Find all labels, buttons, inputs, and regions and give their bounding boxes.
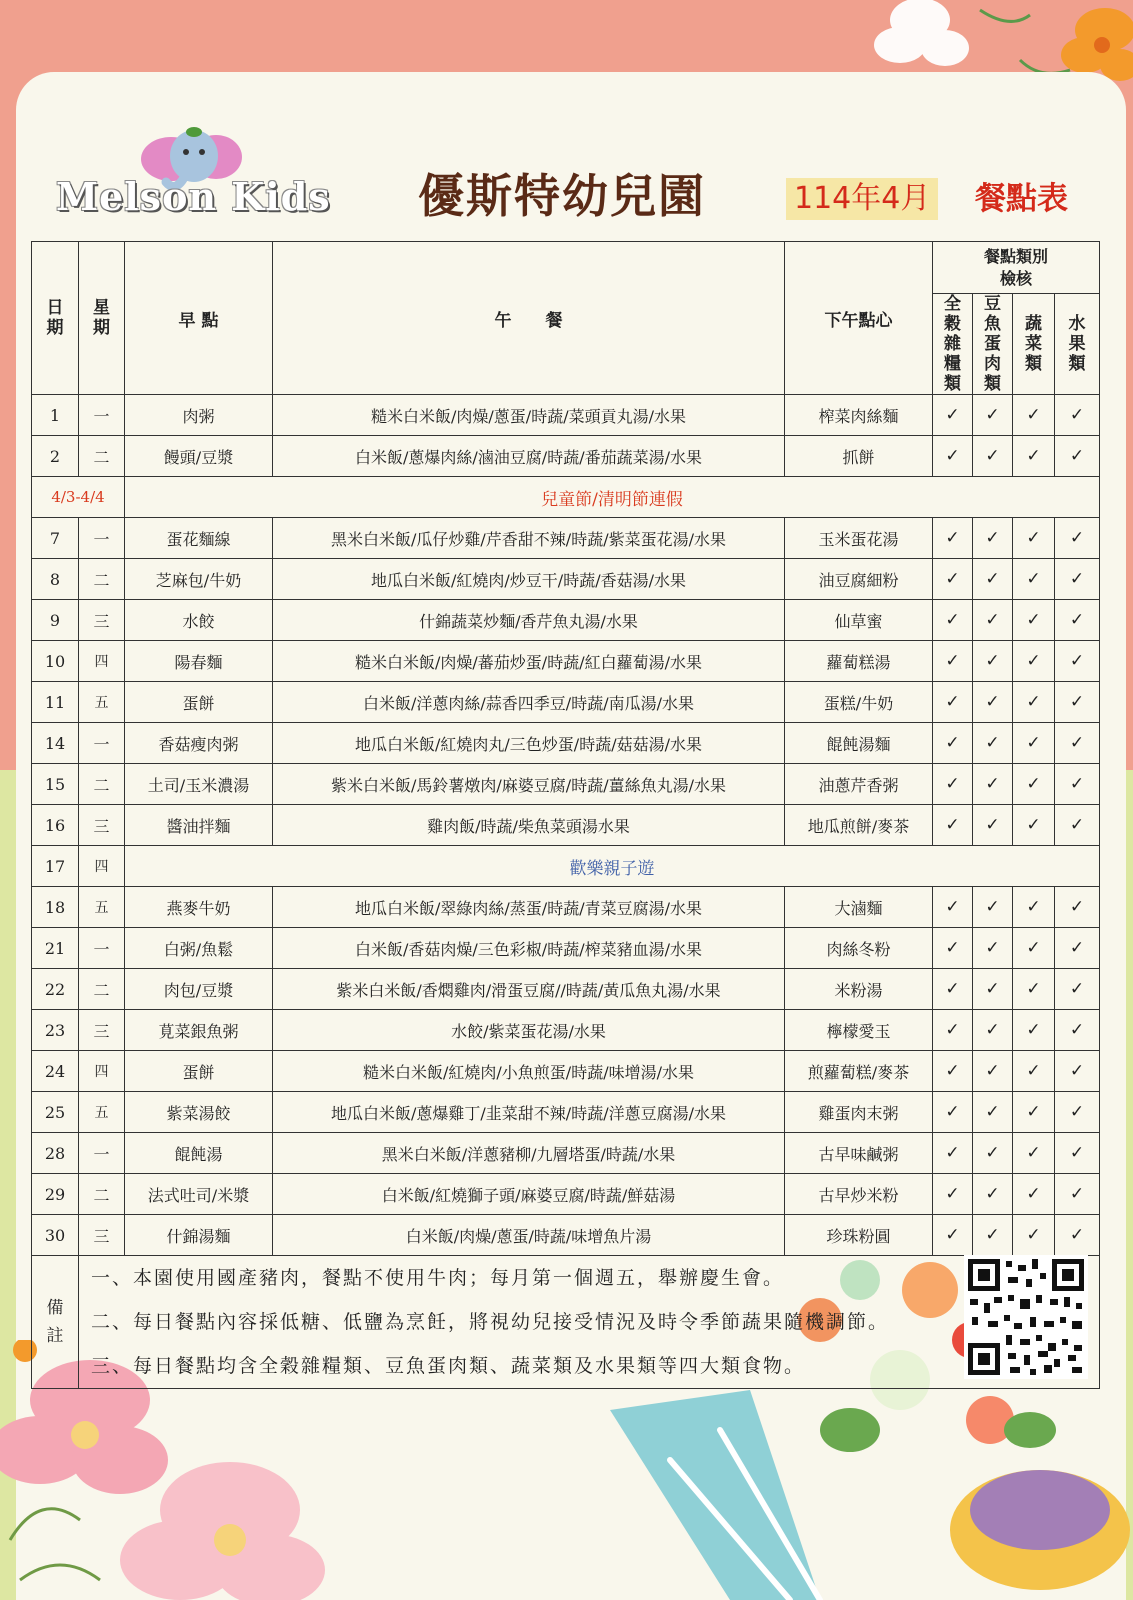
melson-kids-logo [56, 126, 336, 226]
lunch-cell: 白米飯/紅燒獅子頭/麻婆豆腐/時蔬/鮮菇湯 [273, 1174, 785, 1215]
date-cell: 24 [32, 1051, 79, 1092]
date-cell: 25 [32, 1092, 79, 1133]
notes-content [79, 1256, 1100, 1389]
weekday-cell: 一 [79, 928, 125, 969]
header-snack: 下午點心 [785, 242, 933, 395]
date-cell: 4/3-4/4 [32, 477, 125, 518]
protein-check-icon: ✓ [973, 1092, 1013, 1133]
vegetables-check-icon: ✓ [1013, 969, 1055, 1010]
header-weekday: 星期 [79, 242, 125, 395]
date-cell: 8 [32, 559, 79, 600]
fruits-check-icon: ✓ [1055, 682, 1100, 723]
weekday-cell: 二 [79, 559, 125, 600]
vegetables-check-icon: ✓ [1013, 436, 1055, 477]
fruits-check-icon: ✓ [1055, 1051, 1100, 1092]
weekday-cell: 二 [79, 436, 125, 477]
snack-cell: 榨菜肉絲麵 [785, 395, 933, 436]
grains-check-icon: ✓ [933, 1133, 973, 1174]
date-cell: 28 [32, 1133, 79, 1174]
meal-row [32, 1051, 1100, 1092]
weekday-cell: 三 [79, 805, 125, 846]
menu-title: 餐點表 [975, 181, 1068, 217]
qr-code-icon[interactable] [964, 1255, 1088, 1379]
weekday-cell: 五 [79, 1092, 125, 1133]
lunch-cell: 白米飯/香菇肉燥/三色彩椒/時蔬/榨菜豬血湯/水果 [273, 928, 785, 969]
breakfast-cell: 肉粥 [125, 395, 273, 436]
protein-check-icon: ✓ [973, 1051, 1013, 1092]
breakfast-cell: 陽春麵 [125, 641, 273, 682]
breakfast-cell: 香菇瘦肉粥 [125, 723, 273, 764]
fruits-check-icon: ✓ [1055, 887, 1100, 928]
vegetables-check-icon: ✓ [1013, 764, 1055, 805]
vegetables-check-icon: ✓ [1013, 1174, 1055, 1215]
vegetables-check-icon: ✓ [1013, 723, 1055, 764]
weekday-cell: 二 [79, 764, 125, 805]
grains-check-icon: ✓ [933, 559, 973, 600]
snack-cell: 古早炒米粉 [785, 1174, 933, 1215]
notes-label: 備註 [32, 1256, 79, 1389]
fruits-check-icon: ✓ [1055, 518, 1100, 559]
breakfast-cell: 土司/玉米濃湯 [125, 764, 273, 805]
date-cell: 15 [32, 764, 79, 805]
header-breakfast: 早 點 [125, 242, 273, 395]
lunch-cell: 白米飯/蔥爆肉絲/滷油豆腐/時蔬/番茄蔬菜湯/水果 [273, 436, 785, 477]
meal-row [32, 887, 1100, 928]
snack-cell: 古早味鹹粥 [785, 1133, 933, 1174]
lunch-cell: 糙米白米飯/肉燥/蕃茄炒蛋/時蔬/紅白蘿蔔湯/水果 [273, 641, 785, 682]
grains-check-icon: ✓ [933, 518, 973, 559]
snack-cell: 大滷麵 [785, 887, 933, 928]
snack-cell: 蘿蔔糕湯 [785, 641, 933, 682]
vegetables-check-icon: ✓ [1013, 805, 1055, 846]
grains-check-icon: ✓ [933, 682, 973, 723]
protein-check-icon: ✓ [973, 1174, 1013, 1215]
vegetables-check-icon: ✓ [1013, 395, 1055, 436]
lunch-cell: 紫米白米飯/馬鈴薯燉肉/麻婆豆腐/時蔬/薑絲魚丸湯/水果 [273, 764, 785, 805]
snack-cell: 仙草蜜 [785, 600, 933, 641]
protein-check-icon: ✓ [973, 723, 1013, 764]
breakfast-cell: 法式吐司/米漿 [125, 1174, 273, 1215]
breakfast-cell: 餛飩湯 [125, 1133, 273, 1174]
weekday-cell: 三 [79, 1010, 125, 1051]
date-cell: 23 [32, 1010, 79, 1051]
breakfast-cell: 蛋餅 [125, 682, 273, 723]
protein-check-icon: ✓ [973, 682, 1013, 723]
date-cell: 2 [32, 436, 79, 477]
snack-cell: 煎蘿蔔糕/麥茶 [785, 1051, 933, 1092]
vegetables-check-icon: ✓ [1013, 600, 1055, 641]
vegetables-check-icon: ✓ [1013, 928, 1055, 969]
fruits-check-icon: ✓ [1055, 1092, 1100, 1133]
vegetables-check-icon: ✓ [1013, 1092, 1055, 1133]
protein-check-icon: ✓ [973, 641, 1013, 682]
breakfast-cell: 肉包/豆漿 [125, 969, 273, 1010]
meal-row [32, 1215, 1100, 1256]
grains-check-icon: ✓ [933, 1010, 973, 1051]
protein-check-icon: ✓ [973, 928, 1013, 969]
fruits-check-icon: ✓ [1055, 395, 1100, 436]
date-cell: 7 [32, 518, 79, 559]
breakfast-cell: 什錦湯麵 [125, 1215, 273, 1256]
grains-check-icon: ✓ [933, 436, 973, 477]
breakfast-cell: 芝麻包/牛奶 [125, 559, 273, 600]
protein-check-icon: ✓ [973, 1010, 1013, 1051]
snack-cell: 雞蛋肉末粥 [785, 1092, 933, 1133]
snack-cell: 地瓜煎餅/麥茶 [785, 805, 933, 846]
lunch-cell: 黑米白米飯/瓜仔炒雞/芹香甜不辣/時蔬/紫菜蛋花湯/水果 [273, 518, 785, 559]
note-line: 二、每日餐點內容採低糖、低鹽為烹飪，將視幼兒接受情況及時令季節蔬果隨機調節。 [91, 1311, 890, 1333]
vegetables-check-icon: ✓ [1013, 518, 1055, 559]
fruits-check-icon: ✓ [1055, 928, 1100, 969]
vegetables-check-icon: ✓ [1013, 682, 1055, 723]
breakfast-cell: 蛋花麵線 [125, 518, 273, 559]
meal-row [32, 723, 1100, 764]
meal-row [32, 682, 1100, 723]
weekday-cell: 一 [79, 518, 125, 559]
meal-row [32, 518, 1100, 559]
vegetables-check-icon: ✓ [1013, 641, 1055, 682]
weekday-cell: 四 [79, 1051, 125, 1092]
weekday-cell: 一 [79, 723, 125, 764]
snack-cell: 玉米蛋花湯 [785, 518, 933, 559]
fruits-check-icon: ✓ [1055, 764, 1100, 805]
meal-table [31, 241, 1100, 1389]
lunch-cell: 地瓜白米飯/紅燒肉/炒豆干/時蔬/香菇湯/水果 [273, 559, 785, 600]
fruits-check-icon: ✓ [1055, 436, 1100, 477]
holiday-text: 兒童節/清明節連假 [125, 477, 1100, 518]
grains-check-icon: ✓ [933, 600, 973, 641]
fruits-check-icon: ✓ [1055, 1174, 1100, 1215]
note-line: 一、本園使用國產豬肉，餐點不使用牛肉；每月第一個週五，舉辦慶生會。 [91, 1267, 785, 1289]
breakfast-cell: 燕麥牛奶 [125, 887, 273, 928]
snack-cell: 檸檬愛玉 [785, 1010, 933, 1051]
lunch-cell: 地瓜白米飯/翠綠肉絲/蒸蛋/時蔬/青菜豆腐湯/水果 [273, 887, 785, 928]
grains-check-icon: ✓ [933, 1092, 973, 1133]
lunch-cell: 白米飯/肉燥/蔥蛋/時蔬/味增魚片湯 [273, 1215, 785, 1256]
school-name: 優斯特幼兒園 [418, 169, 706, 223]
meal-row [32, 1092, 1100, 1133]
meal-row [32, 395, 1100, 436]
lunch-cell: 地瓜白米飯/蔥爆雞丁/韭菜甜不辣/時蔬/洋蔥豆腐湯/水果 [273, 1092, 785, 1133]
meal-row [32, 559, 1100, 600]
fruits-check-icon: ✓ [1055, 1215, 1100, 1256]
grains-check-icon: ✓ [933, 641, 973, 682]
grains-check-icon: ✓ [933, 395, 973, 436]
snack-cell: 肉絲冬粉 [785, 928, 933, 969]
weekday-cell: 一 [79, 1133, 125, 1174]
grains-check-icon: ✓ [933, 805, 973, 846]
weekday-cell: 五 [79, 887, 125, 928]
date-cell: 18 [32, 887, 79, 928]
month-label: 114年4月 [786, 178, 938, 220]
logo-text: Melson Kids [56, 174, 331, 219]
header-lunch: 午 餐 [273, 242, 785, 395]
lunch-cell: 雞肉飯/時蔬/柴魚菜頭湯水果 [273, 805, 785, 846]
meal-row [32, 1010, 1100, 1051]
snack-cell: 油蔥芹香粥 [785, 764, 933, 805]
protein-check-icon: ✓ [973, 436, 1013, 477]
grains-check-icon: ✓ [933, 928, 973, 969]
lunch-cell: 什錦蔬菜炒麵/香芹魚丸湯/水果 [273, 600, 785, 641]
meal-row [32, 600, 1100, 641]
holiday-row [32, 846, 1100, 887]
snack-cell: 珍珠粉圓 [785, 1215, 933, 1256]
note-line: 三、每日餐點均含全穀雜糧類、豆魚蛋肉類、蔬菜類及水果類等四大類食物。 [91, 1355, 806, 1377]
protein-check-icon: ✓ [973, 518, 1013, 559]
meal-row [32, 969, 1100, 1010]
meal-row [32, 805, 1100, 846]
date-cell: 30 [32, 1215, 79, 1256]
lunch-cell: 水餃/紫菜蛋花湯/水果 [273, 1010, 785, 1051]
meal-row [32, 928, 1100, 969]
fruits-check-icon: ✓ [1055, 600, 1100, 641]
date-cell: 29 [32, 1174, 79, 1215]
lunch-cell: 糙米白米飯/紅燒肉/小魚煎蛋/時蔬/味增湯/水果 [273, 1051, 785, 1092]
weekday-cell: 三 [79, 600, 125, 641]
fruits-check-icon: ✓ [1055, 559, 1100, 600]
protein-check-icon: ✓ [973, 1215, 1013, 1256]
header-fruits: 水果類 [1055, 294, 1100, 395]
lunch-cell: 白米飯/洋蔥肉絲/蒜香四季豆/時蔬/南瓜湯/水果 [273, 682, 785, 723]
protein-check-icon: ✓ [973, 887, 1013, 928]
lunch-cell: 紫米白米飯/香燜雞肉/滑蛋豆腐//時蔬/黃瓜魚丸湯/水果 [273, 969, 785, 1010]
date-cell: 17 [32, 846, 79, 887]
vegetables-check-icon: ✓ [1013, 559, 1055, 600]
date-cell: 14 [32, 723, 79, 764]
vegetables-check-icon: ✓ [1013, 1010, 1055, 1051]
header-grains: 全穀雜糧類 [933, 294, 973, 395]
lunch-cell: 黑米白米飯/洋蔥豬柳/九層塔蛋/時蔬/水果 [273, 1133, 785, 1174]
weekday-cell: 二 [79, 1174, 125, 1215]
protein-check-icon: ✓ [973, 559, 1013, 600]
meal-row [32, 1133, 1100, 1174]
meal-row [32, 641, 1100, 682]
breakfast-cell: 水餃 [125, 600, 273, 641]
grains-check-icon: ✓ [933, 723, 973, 764]
fruits-check-icon: ✓ [1055, 1010, 1100, 1051]
breakfast-cell: 饅頭/豆漿 [125, 436, 273, 477]
protein-check-icon: ✓ [973, 805, 1013, 846]
fruits-check-icon: ✓ [1055, 805, 1100, 846]
meal-row [32, 764, 1100, 805]
meal-rows [32, 395, 1100, 1256]
protein-check-icon: ✓ [973, 764, 1013, 805]
date-cell: 1 [32, 395, 79, 436]
breakfast-cell: 白粥/魚鬆 [125, 928, 273, 969]
protein-check-icon: ✓ [973, 395, 1013, 436]
meal-row [32, 1174, 1100, 1215]
header-protein: 豆魚蛋肉類 [973, 294, 1013, 395]
weekday-cell: 四 [79, 846, 125, 887]
vegetables-check-icon: ✓ [1013, 1133, 1055, 1174]
vegetables-check-icon: ✓ [1013, 887, 1055, 928]
grains-check-icon: ✓ [933, 969, 973, 1010]
fruits-check-icon: ✓ [1055, 1133, 1100, 1174]
breakfast-cell: 紫菜湯餃 [125, 1092, 273, 1133]
date-cell: 16 [32, 805, 79, 846]
fruits-check-icon: ✓ [1055, 969, 1100, 1010]
lunch-cell: 糙米白米飯/肉燥/蔥蛋/時蔬/菜頭貢丸湯/水果 [273, 395, 785, 436]
weekday-cell: 四 [79, 641, 125, 682]
date-cell: 21 [32, 928, 79, 969]
holiday-text: 歡樂親子遊 [125, 846, 1100, 887]
breakfast-cell: 蛋餅 [125, 1051, 273, 1092]
breakfast-cell: 醬油拌麵 [125, 805, 273, 846]
date-cell: 11 [32, 682, 79, 723]
date-cell: 9 [32, 600, 79, 641]
header-check-group: 餐點類別檢核 [933, 242, 1100, 294]
grains-check-icon: ✓ [933, 1215, 973, 1256]
date-cell: 22 [32, 969, 79, 1010]
snack-cell: 油豆腐細粉 [785, 559, 933, 600]
holiday-row [32, 477, 1100, 518]
breakfast-cell: 莧菜銀魚粥 [125, 1010, 273, 1051]
snack-cell: 蛋糕/牛奶 [785, 682, 933, 723]
lunch-cell: 地瓜白米飯/紅燒肉丸/三色炒蛋/時蔬/菇菇湯/水果 [273, 723, 785, 764]
meal-row [32, 436, 1100, 477]
snack-cell: 米粉湯 [785, 969, 933, 1010]
snack-cell: 抓餅 [785, 436, 933, 477]
grains-check-icon: ✓ [933, 764, 973, 805]
date-cell: 10 [32, 641, 79, 682]
vegetables-check-icon: ✓ [1013, 1215, 1055, 1256]
snack-cell: 餛飩湯麵 [785, 723, 933, 764]
weekday-cell: 三 [79, 1215, 125, 1256]
protein-check-icon: ✓ [973, 600, 1013, 641]
grains-check-icon: ✓ [933, 1174, 973, 1215]
protein-check-icon: ✓ [973, 1133, 1013, 1174]
protein-check-icon: ✓ [973, 969, 1013, 1010]
header-date: 日期 [32, 242, 79, 395]
fruits-check-icon: ✓ [1055, 723, 1100, 764]
fruits-check-icon: ✓ [1055, 641, 1100, 682]
grains-check-icon: ✓ [933, 887, 973, 928]
weekday-cell: 二 [79, 969, 125, 1010]
grains-check-icon: ✓ [933, 1051, 973, 1092]
vegetables-check-icon: ✓ [1013, 1051, 1055, 1092]
header-vegetables: 蔬菜類 [1013, 294, 1055, 395]
weekday-cell: 五 [79, 682, 125, 723]
weekday-cell: 一 [79, 395, 125, 436]
